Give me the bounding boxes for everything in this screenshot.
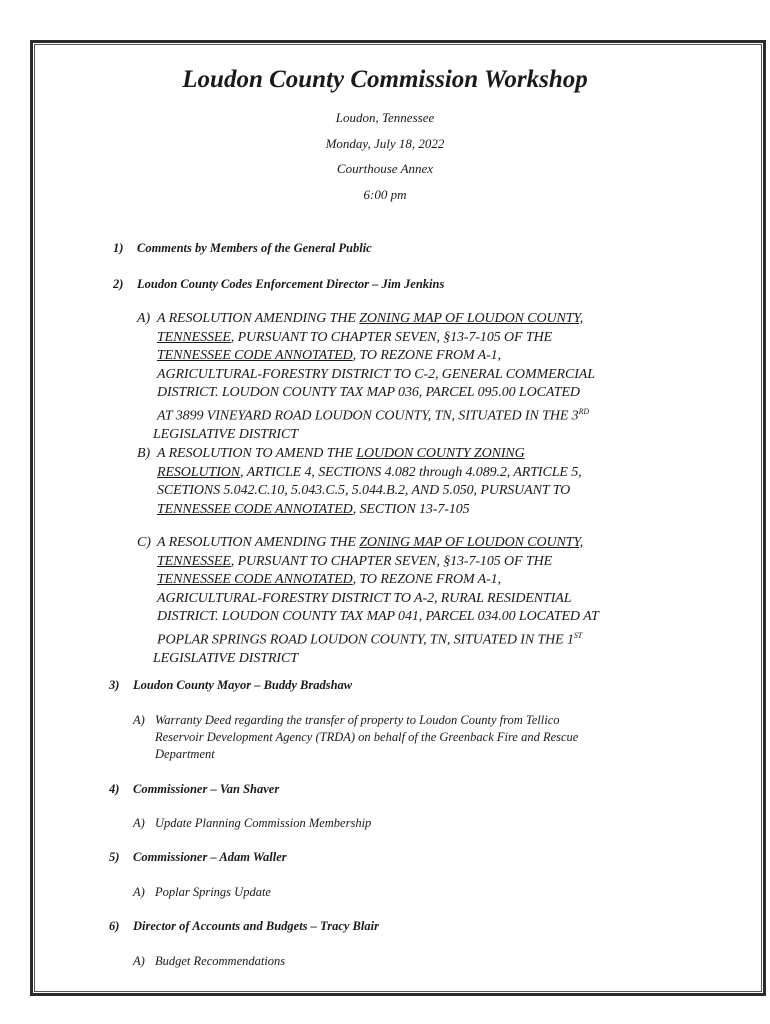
resolution-text: TENNESSEE CODE ANNOTATED	[157, 501, 353, 517]
agenda-item-3a	[133, 712, 578, 763]
item-number: 2)	[113, 277, 124, 291]
resolution-text: A RESOLUTION TO AMEND THE	[157, 446, 357, 461]
agenda-item-3	[109, 678, 352, 693]
sub-item-label: C)	[137, 535, 151, 550]
resolution-text: , ARTICLE 4, SECTIONS 4.082 through 4.089.2, ARTICLE 5,	[240, 464, 582, 480]
resolution-text: , PURSUANT TO CHAPTER SEVEN, §13-7-105 OF THE	[230, 553, 553, 569]
item-number: 3)	[109, 678, 120, 692]
item-heading: Comments by Members of the General Public	[137, 241, 372, 255]
item-number: 4)	[109, 782, 120, 796]
item-heading: Loudon County Codes Enforcement Director – Jim Jenkins	[137, 277, 445, 291]
resolution-text: ZONING MAP OF LOUDON COUNTY,	[359, 311, 584, 326]
sub-item-label: A)	[133, 816, 145, 830]
agenda-item-4a	[133, 815, 371, 832]
resolution-text: , TO REZONE FROM A-1,	[352, 572, 501, 587]
resolution-text: LEGISLATIVE DISTRICT	[153, 426, 298, 442]
ordinal-suffix: ST	[573, 630, 583, 640]
item-number: 6)	[109, 919, 120, 933]
resolution-text: A RESOLUTION AMENDING THE	[157, 535, 360, 550]
sub-item-text: Update Planning Commission Membership	[155, 816, 372, 830]
resolution-text: AGRICULTURAL-FORESTRY DISTRICT TO C-2, GENERAL COMMERCIAL	[157, 366, 595, 382]
sub-item-label: A)	[133, 954, 145, 968]
item-number: 1)	[113, 241, 124, 255]
resolution-text: LOUDON COUNTY ZONING	[356, 446, 525, 461]
sub-item-text: Budget Recommendations	[155, 954, 286, 968]
resolution-text: DISTRICT. LOUDON COUNTY TAX MAP 036, PARCEL 095.00 LOCATED	[157, 385, 580, 400]
resolution-a	[137, 310, 595, 444]
resolution-text: TENNESSEE CODE ANNOTATED	[157, 348, 353, 363]
resolution-text: DISTRICT. LOUDON COUNTY TAX MAP 041, PARCEL 034.00 LOCATED AT	[157, 609, 599, 624]
resolution-text: , TO REZONE FROM A-1,	[352, 348, 501, 363]
resolution-text: , SECTION 13-7-105	[352, 501, 470, 517]
sub-item-text: Poplar Springs Update	[155, 885, 271, 899]
item-number: 5)	[109, 850, 120, 864]
meeting-location: Loudon, Tennessee	[335, 110, 435, 125]
item-heading: Loudon County Mayor – Buddy Bradshaw	[133, 678, 353, 692]
ordinal-suffix: RD	[578, 406, 590, 416]
resolution-text: TENNESSEE	[157, 329, 231, 345]
sub-item-text: Warranty Deed regarding the transfer of property to Loudon County from Tellico	[155, 713, 560, 727]
resolution-b	[137, 445, 582, 519]
agenda-item-2	[113, 277, 444, 292]
agenda-item-1	[113, 241, 372, 256]
resolution-text: TENNESSEE CODE ANNOTATED	[157, 572, 353, 587]
sub-item-label: A)	[137, 311, 151, 326]
resolution-text: POPLAR SPRINGS ROAD LOUDON COUNTY, TN, SITUATED IN THE 1	[157, 632, 574, 648]
resolution-text: TENNESSEE	[157, 553, 231, 569]
sub-item-label: A)	[133, 713, 145, 727]
page-title: Loudon County Commission Workshop	[182, 66, 588, 93]
item-heading: Commissioner – Van Shaver	[133, 782, 280, 796]
resolution-text: A RESOLUTION AMENDING THE	[157, 311, 360, 326]
resolution-text: RESOLUTION	[157, 464, 241, 480]
meeting-venue: Courthouse Annex	[336, 161, 434, 176]
resolution-text: AGRICULTURAL-FORESTRY DISTRICT TO A-2, RURAL RESIDENTIAL	[157, 590, 572, 606]
agenda-item-6	[109, 919, 379, 934]
meeting-date: Monday, July 18, 2022	[325, 136, 445, 151]
agenda-item-4	[109, 782, 279, 797]
resolution-text: AT 3899 VINEYARD ROAD LOUDON COUNTY, TN, SITUATED IN THE 3	[157, 408, 579, 424]
resolution-text: LEGISLATIVE DISTRICT	[153, 650, 298, 666]
resolution-c	[137, 534, 599, 668]
resolution-text: SCETIONS 5.042.C.10, 5.043.C.5, 5.044.B.2, AND 5.050, PURSUANT TO	[157, 483, 571, 498]
resolution-text: , PURSUANT TO CHAPTER SEVEN, §13-7-105 OF THE	[230, 329, 553, 345]
agenda-item-6a	[133, 953, 285, 970]
item-heading: Commissioner – Adam Waller	[133, 850, 287, 864]
sub-item-label: B)	[137, 446, 151, 461]
resolution-text: ZONING MAP OF LOUDON COUNTY,	[359, 535, 584, 550]
item-heading: Director of Accounts and Budgets – Tracy Blair	[133, 919, 379, 933]
sub-item-text: Reservoir Development Agency (TRDA) on behalf of the Greenback Fire and Rescue	[155, 730, 579, 744]
meeting-time: 6:00 pm	[363, 187, 407, 202]
agenda-item-5a	[133, 884, 271, 901]
sub-item-label: A)	[133, 885, 145, 899]
agenda-item-5	[109, 850, 287, 865]
sub-item-text: Department	[155, 747, 215, 761]
